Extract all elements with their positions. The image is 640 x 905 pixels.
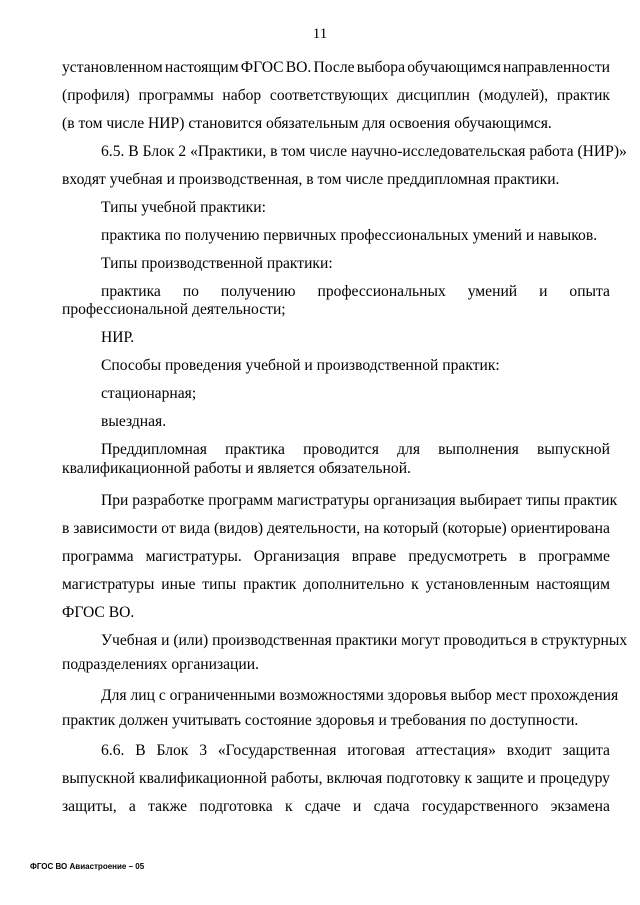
word: В (135, 742, 146, 759)
word: защите (476, 770, 524, 787)
word: опыта (569, 283, 610, 300)
word: настоящим (164, 59, 239, 76)
footer-label: ФГОС ВО Авиастроение – 05 (30, 862, 145, 871)
word: который (383, 520, 439, 537)
word: государственного (421, 798, 539, 815)
word: практик (556, 87, 610, 104)
word: (видов) (213, 520, 264, 537)
text-line: входят учебная и производственная, в том числе преддипломная практики. (62, 171, 560, 188)
word: соответствующих (269, 87, 389, 104)
text-line: (в том числе НИР) становится обязательным для освоения обучающимся. (62, 115, 552, 132)
word: обучающимся (407, 59, 501, 76)
word: (которые) (442, 520, 507, 537)
word: умений (467, 283, 518, 300)
word: деятельности, (266, 520, 361, 537)
text-line: ФГОС ВО. (62, 604, 135, 621)
word: типы (202, 576, 237, 593)
word: Преддипломная (101, 441, 207, 458)
word: к (411, 576, 419, 593)
word: на (363, 520, 380, 537)
text-line: При разработке программ магистратуры организация выбирает типы практик (101, 492, 618, 509)
word: вправе (351, 548, 397, 565)
text-line: Для лиц с ограниченными возможностями здоровья выбор мест прохождения (101, 687, 619, 704)
word: и (353, 798, 362, 815)
text-line: Типы производственной практики: (101, 255, 333, 272)
word: профессиональных (317, 283, 446, 300)
word: Организация (253, 548, 340, 565)
text-line: практика по получению первичных профессиональных умений и навыков. (101, 227, 598, 244)
word: программе (538, 548, 610, 565)
word: набор (222, 87, 262, 104)
word: аттестация» (415, 742, 496, 759)
word: магистратуры. (145, 548, 242, 565)
word: предусмотреть (408, 548, 507, 565)
word: включая (326, 770, 383, 787)
word: подготовка (199, 798, 273, 815)
word: для (397, 441, 421, 458)
word: выпускной (536, 441, 610, 458)
word: проводится (303, 441, 379, 458)
word: в (518, 548, 527, 565)
word: к (464, 770, 473, 787)
word: и (539, 283, 548, 300)
page-number: 11 (312, 26, 328, 42)
text-line-justified (101, 440, 610, 460)
text-line (62, 519, 610, 539)
word: а (128, 798, 136, 815)
word: выполнения (438, 441, 519, 458)
word: также (148, 798, 188, 815)
text-line: профессиональной деятельности; (62, 301, 286, 318)
word: в (62, 520, 70, 537)
word: Блок (156, 742, 189, 759)
text-line-justified (101, 282, 610, 302)
word: по (182, 283, 199, 300)
word: защиты, (62, 798, 117, 815)
word: к (284, 798, 293, 815)
word: ориентирована (510, 520, 610, 537)
word: дополнительно (303, 576, 405, 593)
word: от (161, 520, 176, 537)
text-line (101, 741, 610, 761)
word: входит (506, 742, 552, 759)
text-line: практик должен учитывать состояние здоровья и требования по доступности. (62, 712, 579, 729)
text-line (62, 86, 610, 106)
text-line: подразделениях организации. (62, 656, 259, 673)
text-line (62, 575, 610, 595)
text-line: НИР. (101, 329, 135, 346)
word: ВО. (285, 59, 312, 76)
word: получению (220, 283, 296, 300)
text-line: квалификационной работы и является обязательной. (62, 460, 411, 477)
text-line: Учебная и (или) производственная практики могут проводиться в структурных (101, 632, 628, 649)
word: программы (138, 87, 214, 104)
text-line: Типы учебной практики: (101, 199, 266, 216)
word: (профиля) (62, 87, 130, 104)
word: дисциплин (397, 87, 470, 104)
word: сдача (373, 798, 410, 815)
word: ФГОС (240, 59, 284, 76)
word: квалификационной (139, 770, 267, 787)
word: (модулей), (478, 87, 549, 104)
word: магистратуры (62, 576, 155, 593)
text-line: 6.5. В Блок 2 «Практики, в том числе научно-исследовательская работа (НИР)» (101, 143, 627, 160)
word: работы, (271, 770, 323, 787)
word: экзамена (550, 798, 610, 815)
word: выпускной (62, 770, 135, 787)
word: установленном (62, 59, 163, 76)
text-line: стационарная; (101, 385, 197, 402)
word: защита (562, 742, 610, 759)
word: иные (161, 576, 196, 593)
word: направленности (503, 59, 610, 76)
word: установленным (425, 576, 530, 593)
text-line: выездная. (101, 413, 167, 430)
word: 6.6. (101, 742, 125, 759)
word: и (527, 770, 536, 787)
text-line (62, 58, 610, 78)
word: практик (243, 576, 297, 593)
word: процедуру (539, 770, 610, 787)
word: После (313, 59, 355, 76)
word: программа (62, 548, 134, 565)
text-line (62, 769, 610, 789)
word: подготовку (386, 770, 461, 787)
text-line (62, 797, 610, 817)
word: сдаче (304, 798, 341, 815)
text-line (62, 547, 610, 567)
word: 3 (199, 742, 208, 759)
text-line: Способы проведения учебной и производственной практик: (101, 357, 500, 374)
word: практика (101, 283, 161, 300)
word: итоговая (347, 742, 406, 759)
word: зависимости (73, 520, 158, 537)
word: выбора (356, 59, 406, 76)
word: «Государственная (217, 742, 337, 759)
word: настоящим (536, 576, 610, 593)
word: вида (179, 520, 211, 537)
word: практика (225, 441, 285, 458)
